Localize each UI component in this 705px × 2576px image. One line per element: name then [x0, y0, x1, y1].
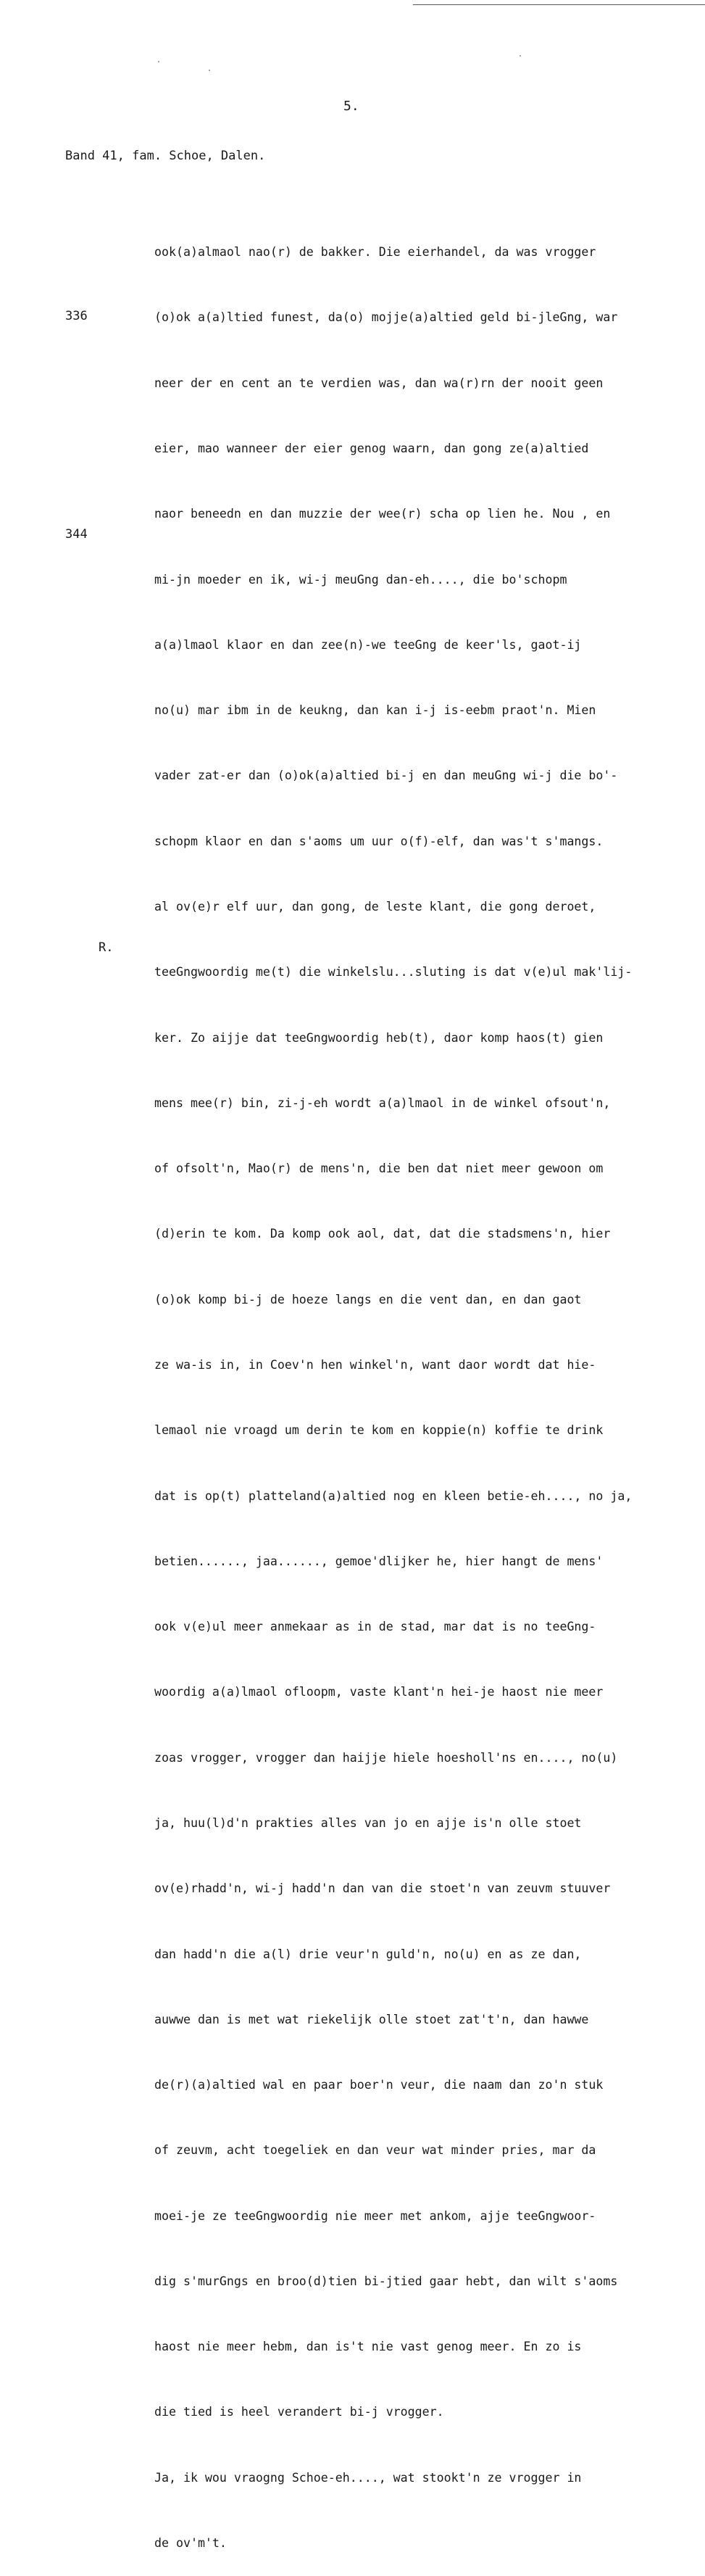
text-line: schopm klaor en dan s'aoms um uur o(f)-elf, dan was't s'mangs.	[154, 834, 604, 848]
text-line: zoas vrogger, vrogger dan haijje hiele hoesholl'ns en...., no(u)	[154, 1750, 618, 1765]
text-line: ov(e)rhadd'n, wi-j hadd'n dan van die stoet'n van zeuvm stuuver	[154, 1881, 611, 1896]
text-line: no(u) mar ibm in de keukng, dan kan i-j is-eebm praot'n. Mien	[154, 703, 596, 718]
text-line: of zeuvm, acht toegeliek en dan veur wat minder pries, mar da	[154, 2143, 596, 2158]
text-line: ker. Zo aijje dat teeGngwoordig heb(t), daor komp haos(t) gien	[154, 1030, 604, 1045]
text-line: ook(a)almaol nao(r) de bakker. Die eierhandel, da was vrogger	[154, 245, 596, 260]
text-line: al ov(e)r elf uur, dan gong, de leste klant, die gong deroet,	[154, 900, 596, 914]
text-line: naor beneedn en dan muzzie der wee(r) scha op lien he. Nou , en	[154, 507, 611, 521]
text-line: de ov'm't.	[154, 2536, 227, 2551]
text-line: auwwe dan is met wat riekelijk olle stoet zat't'n, dan hawwe	[154, 2012, 589, 2026]
text-line: de(r)(a)altied wal en paar boer'n veur, die naam dan zo'n stuk	[154, 2078, 604, 2092]
text-line: teeGngwoordig me(t) die winkelslu...sluting is dat v(e)ul mak'lij-	[154, 965, 633, 980]
top-rule	[413, 4, 705, 5]
text-line: die tied is heel verandert bi-j vrogger.	[154, 2405, 444, 2419]
text-line: lemaol nie vroagd um derin te kom en koppie(n) koffie te drink	[154, 1423, 604, 1438]
scan-speck	[209, 70, 210, 71]
scan-speck	[158, 61, 159, 62]
text-line: (o)ok a(a)ltied funest, da(o) mojje(a)altied geld bi-jleGng, war	[154, 310, 618, 325]
text-line: dan hadd'n die a(l) drie veur'n guld'n, no(u) en as ze dan,	[154, 1947, 582, 1961]
text-line: moei-je ze teeGngwoordig nie meer met ankom, ajje teeGngwoor-	[154, 2208, 596, 2223]
scan-speck	[520, 55, 521, 57]
text-line: vader zat-er dan (o)ok(a)altied bi-j en dan meuGng wi-j die bo'-	[154, 769, 618, 783]
text-line: haost nie meer hebm, dan is't nie vast genog meer. En zo is	[154, 2340, 582, 2354]
text-line: mens mee(r) bin, zi-j-eh wordt a(a)lmaol in de winkel ofsout'n,	[154, 1096, 611, 1110]
margin-number: 344	[65, 527, 88, 542]
text-line: a(a)lmaol klaor en dan zee(n)-we teeGng de keer'ls, gaot-ij	[154, 637, 582, 652]
text-line: betien......, jaa......, gemoe'dlijker he, hier hangt de mens'	[154, 1554, 604, 1568]
text-line: of ofsolt'n, Mao(r) de mens'n, die ben dat niet meer gewoon om	[154, 1161, 604, 1176]
text-line: mi-jn moeder en ik, wi-j meuGng dan-eh...., die bo'schopm	[154, 572, 567, 587]
text-line: ook v(e)ul meer anmekaar as in de stad, mar dat is no teeGng-	[154, 1620, 596, 1634]
text-line: dig s'murGngs en broo(d)tien bi-jtied gaar hebt, dan wilt s'aoms	[154, 2274, 618, 2288]
text-line: woordig a(a)lmaol ofloopm, vaste klant'n hei-je haost nie meer	[154, 1685, 604, 1699]
text-line: (o)ok komp bi-j de hoeze langs en die vent dan, en dan gaot	[154, 1292, 582, 1306]
text-line: Ja, ik wou vraogng Schoe-eh...., wat stookt'n ze vrogger in	[154, 2470, 582, 2485]
text-line: ja, huu(l)d'n prakties alles van jo en ajje is'n olle stoet	[154, 1815, 582, 1830]
text-line: eier, mao wanneer der eier genog waarn, dan gong ze(a)altied	[154, 442, 589, 456]
text-line: dat is op(t) platteland(a)altied nog en kleen betie-eh...., no ja,	[154, 1488, 633, 1503]
text-line: ze wa-is in, in Coev'n hen winkel'n, want daor wordt dat hie-	[154, 1357, 596, 1372]
text-line: neer der en cent an te verdien was, dan wa(r)rn der nooit geen	[154, 376, 604, 390]
text-line: (d)erin te kom. Da komp ook aol, dat, dat die stadsmens'n, hier	[154, 1227, 611, 1241]
margin-number: 336	[65, 309, 88, 323]
document-header: Band 41, fam. Schoe, Dalen.	[65, 149, 266, 163]
speaker-label: R.	[99, 940, 114, 955]
page-number: 5.	[343, 99, 359, 114]
transcript-body	[154, 198, 705, 2576]
